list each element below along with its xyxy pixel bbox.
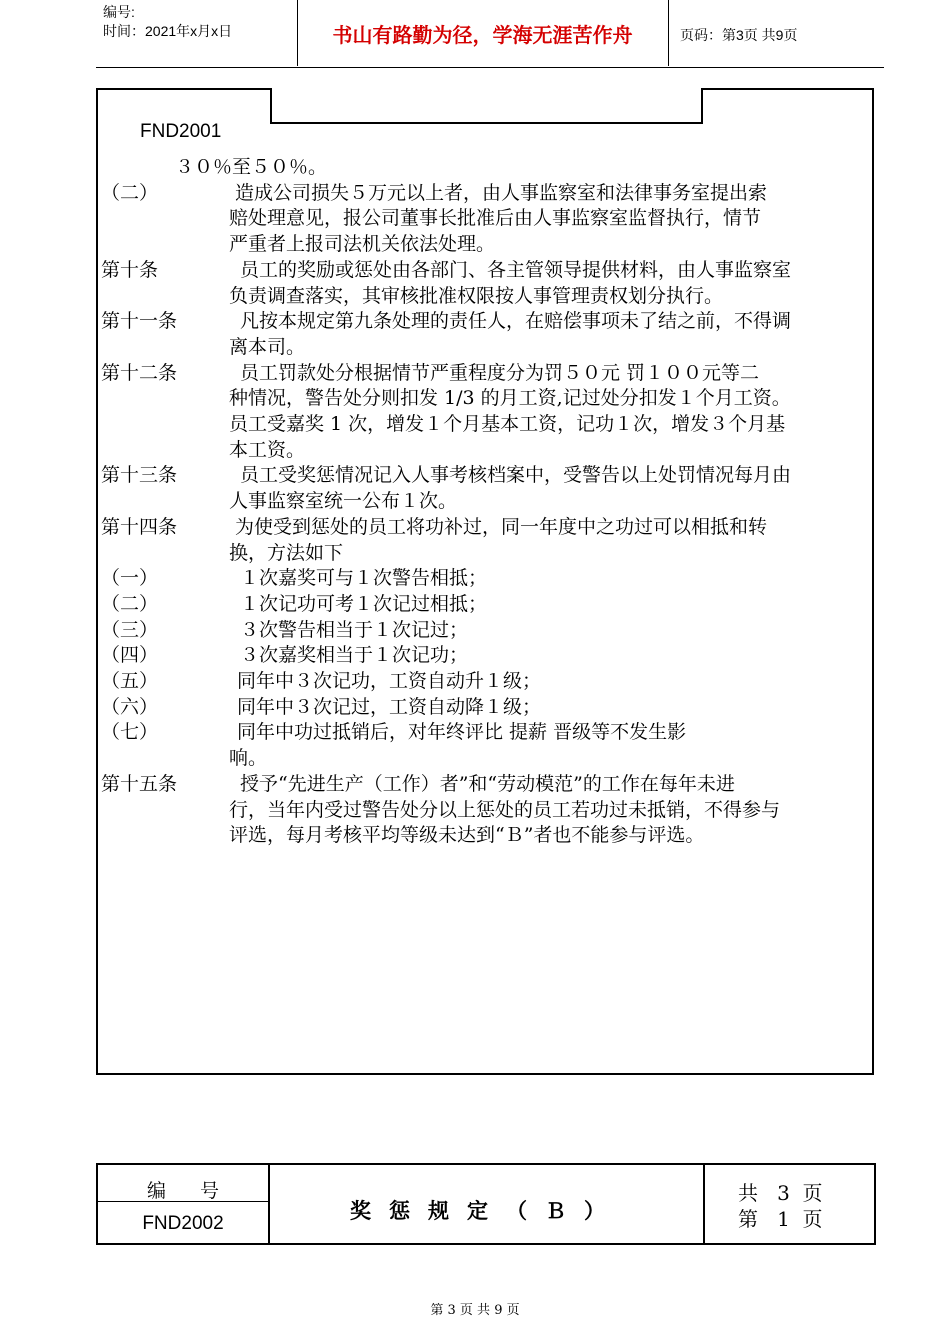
- header-rule: [96, 67, 884, 68]
- footer-code: FND2002: [142, 1213, 224, 1234]
- clause-text: 同年中３次记功，工资自动升１级；: [237, 670, 542, 692]
- clause-label: （七）: [101, 721, 159, 743]
- clause-text: 赔处理意见，报公司董事长批准后由人事监察室监督执行，情节: [229, 207, 762, 229]
- clause-text: 凡按本规定第九条处理的责任人，在赔偿事项未了结之前，不得调: [240, 310, 792, 332]
- document-code: FND2001: [140, 121, 222, 142]
- clause-text: 人事监察室统一公布１次。: [229, 490, 458, 512]
- clause-text: ３次警告相当于１次记过；: [240, 619, 469, 641]
- clause-label: （二）: [101, 182, 159, 204]
- clause-text: 行，当年内受过警告处分以上惩处的员工若功过未抵销，不得参与: [229, 799, 781, 821]
- clause-text: 本工资。: [229, 439, 306, 461]
- clause-text: 员工受奖惩情况记入人事考核档案中，受警告以上处罚情况每月由: [240, 464, 792, 486]
- clause-text: 同年中３次记过，工资自动降１级；: [237, 696, 542, 718]
- header-label: 编号:: [103, 4, 135, 20]
- clause-text: ３０％至５０％。: [175, 156, 328, 178]
- clause-text: 离本司。: [229, 336, 306, 358]
- clause-text: 种情况，警告处分则扣发 1/3 的月工资,记过处分扣发１个月工资。: [229, 387, 791, 409]
- footer-current-page: 第 1 页: [738, 1207, 823, 1231]
- clause-label: （六）: [101, 696, 159, 718]
- footer-code-label: 编号: [146, 1180, 253, 1202]
- footer-total-pages: 共 3 页: [738, 1181, 823, 1205]
- clause-label: 第十三条: [101, 464, 178, 486]
- header-divider: [668, 0, 669, 66]
- clause-label: （五）: [101, 670, 159, 692]
- clause-text: １次嘉奖可与１次警告相抵；: [240, 567, 488, 589]
- clause-text: 为使受到惩处的员工将功补过，同一年度中之功过可以相抵和转: [235, 516, 768, 538]
- clause-label: 第十二条: [101, 362, 178, 384]
- clause-label: （四）: [101, 644, 159, 666]
- header-date: 时间：2021年x月x日: [103, 23, 233, 39]
- clause-text: １次记功可考１次记过相抵；: [240, 593, 488, 615]
- clause-label: 第十条: [101, 259, 159, 281]
- header-motto: 书山有路勤为径，学海无涯苦作舟: [332, 25, 633, 47]
- clause-text: 负责调查落实，其审核批准权限按人事管理责权划分执行。: [229, 285, 724, 307]
- clause-label: 第十四条: [101, 516, 178, 538]
- clause-label: （二）: [101, 593, 159, 615]
- footer-table-divider: [703, 1163, 705, 1245]
- clause-label: （一）: [101, 567, 159, 589]
- header-page-number: 页码：第3页 共9页: [680, 27, 798, 43]
- clause-label: 第十一条: [101, 310, 178, 332]
- page-footer: 第 3 页 共 9 页: [430, 1303, 520, 1318]
- clause-text: 换，方法如下: [229, 542, 344, 564]
- clause-text: 员工受嘉奖 1 次，增发１个月基本工资，记功１次，增发３个月基: [229, 413, 786, 435]
- clause-text: 员工的奖励或惩处由各部门、各主管领导提供材料，由人事监察室: [240, 259, 792, 281]
- clause-text: 严重者上报司法机关依法处理。: [229, 233, 496, 255]
- clause-label: 第十五条: [101, 773, 178, 795]
- clause-label: （三）: [101, 619, 159, 641]
- clause-text: 员工罚款处分根据情节严重程度分为罚５０元 罚１００元等二: [240, 362, 760, 384]
- clause-text: 评选，每月考核平均等级未达到“Ｂ”者也不能参与评选。: [229, 824, 705, 846]
- document-title-box: [270, 88, 703, 124]
- footer-document-title: 奖惩规定（Ｂ）: [350, 1198, 623, 1223]
- clause-text: 响。: [229, 747, 268, 769]
- clause-text: 造成公司损失５万元以上者，由人事监察室和法律事务室提出索: [235, 182, 768, 204]
- clause-text: 授予“先进生产（工作）者”和“劳动模范”的工作在每年未进: [240, 773, 735, 795]
- clause-text: ３次嘉奖相当于１次记功；: [240, 644, 469, 666]
- clause-text: 同年中功过抵销后，对年终评比 提薪 晋级等不发生影: [237, 721, 687, 743]
